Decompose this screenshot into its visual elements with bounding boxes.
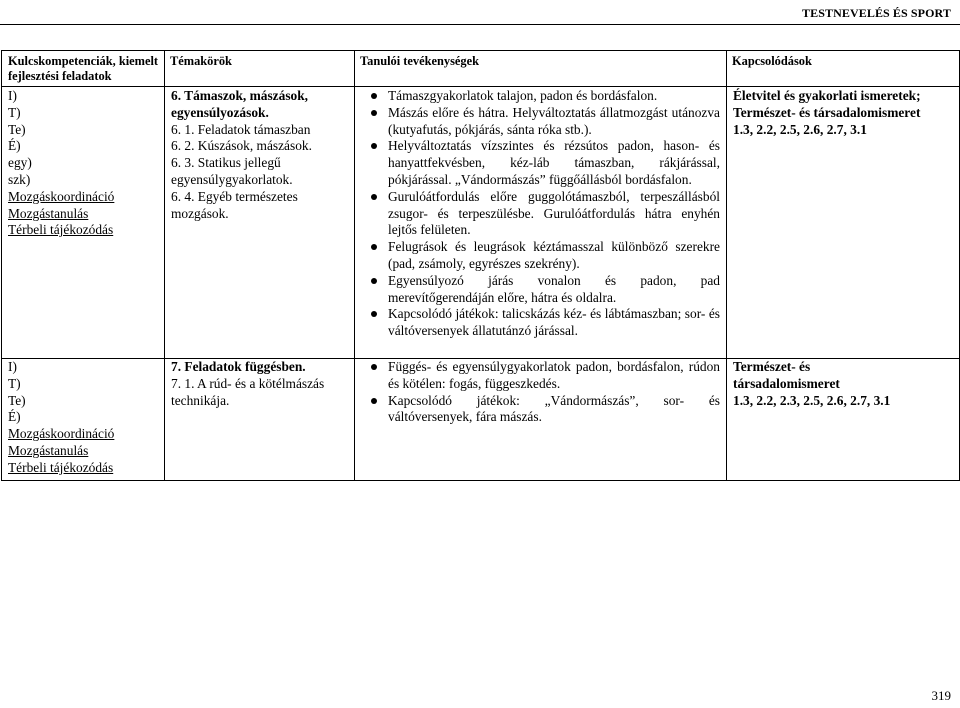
competence-code: I) [8,88,17,103]
connections-cell [727,359,960,481]
activity-item: Helyváltoztatás vízszintes és rézsútos padon, hason- és hanyattfekvésben, kéz-láb támaszban, rákjárással, pókjárással. „Vándormászás” függőállásból bordásfalon. [361,138,720,188]
topics-cell [165,359,355,481]
header-topics: Témakörök [165,51,355,87]
activity-item: Mászás előre és hátra. Helyváltoztatás állatmozgást utánozva (kutyafutás, pókjárás, sánta róka stb.). [361,105,720,139]
competence-code: É) [8,138,21,154]
table-header-row [2,51,960,87]
topic-item: 6. 3. Statikus jellegű [171,155,281,171]
topic-item: 6. 2. Kúszások, mászások. [171,138,312,154]
activities-list [361,88,720,340]
connection-subject: Természet- és társadalomismeret [733,104,921,120]
connection-subject: társadalomismeret [733,375,840,391]
running-header-title: TESTNEVELÉS ÉS SPORT [802,6,951,20]
competence-code: É) [8,409,21,425]
topic-item: mozgások. [171,205,229,221]
activity-item: Függés- és egyensúlygyakorlatok padon, bordásfalon, rúdon és kötélen: fogás, függeszkedés. [361,359,720,393]
topic-item: 6. 4. Egyéb természetes [171,188,298,204]
activity-item: Kapcsolódó játékok: talicskázás kéz- és lábtámaszban; sor- és váltóversenyek állatutánzó járással. [361,306,720,340]
activity-item: Egyensúlyozó járás vonalon és padon, pad merevítőgerendáján előre, hátra és oldalra. [361,273,720,307]
competence-link[interactable]: Mozgáskoordináció [8,188,115,204]
competence-code: egy) [8,155,32,171]
topic-item: 7. 1. A rúd- és a kötélmászás [171,375,325,391]
competence-code: I) [8,359,17,374]
running-header [0,0,960,26]
table-row [2,359,960,481]
topic-title: 7. Feladatok függésben. [171,359,306,374]
connection-codes: 1.3, 2.2, 2.3, 2.5, 2.6, 2.7, 3.1 [733,392,891,408]
table-row [2,87,960,359]
competence-code: szk) [8,171,31,187]
competences-cell [2,87,165,359]
page-number: 319 [931,688,951,704]
connection-subject: Életvitel és gyakorlati ismeretek; [733,88,921,103]
competence-link[interactable]: Térbeli tájékozódás [8,459,114,475]
connections-cell [727,87,960,359]
activity-item: Kapcsolódó játékok: „Vándormászás”, sor- és váltóversenyek, fára mászás. [361,393,720,427]
connection-codes: 1.3, 2.2, 2.5, 2.6, 2.7, 3.1 [733,121,867,137]
activities-cell [355,87,727,359]
competence-code: T) [8,375,21,391]
curriculum-table [1,50,960,481]
activities-cell [355,359,727,481]
competence-code: T) [8,104,21,120]
competence-link[interactable]: Térbeli tájékozódás [8,222,114,238]
topic-item: technikája. [171,392,230,408]
competence-code: Te) [8,121,26,137]
topic-item: egyensúlygyakorlatok. [171,171,293,187]
competence-code: Te) [8,392,26,408]
header-competences: Kulcskompetenciák, kiemelt fejlesztési feladatok [2,51,165,87]
topic-title: 6. Támaszok, mászások, [171,88,309,103]
topic-title: egyensúlyozások. [171,104,269,120]
topic-item: 6. 1. Feladatok támaszban [171,121,311,137]
activities-list [361,359,720,426]
competence-link[interactable]: Mozgástanulás [8,205,89,221]
connection-subject: Természet- és [733,359,811,374]
competence-link[interactable]: Mozgástanulás [8,442,89,458]
activity-item: Támaszgyakorlatok talajon, padon és bordásfalon. [361,88,720,105]
topics-cell [165,87,355,359]
competence-link[interactable]: Mozgáskoordináció [8,426,115,442]
header-rule [0,24,960,25]
header-activities: Tanulói tevékenységek [355,51,727,87]
competences-cell [2,359,165,481]
activity-item: Gurulóátfordulás előre guggolótámaszból, terpeszállásból zsugor- és terpeszülésbe. Gurulóátfordulás hátra enyhén lejtős felületen. [361,189,720,239]
header-connections: Kapcsolódások [727,51,960,87]
activity-item: Felugrások és leugrások kéztámasszal különböző szerekre (pad, zsámoly, egyrészes szekrény). [361,239,720,273]
